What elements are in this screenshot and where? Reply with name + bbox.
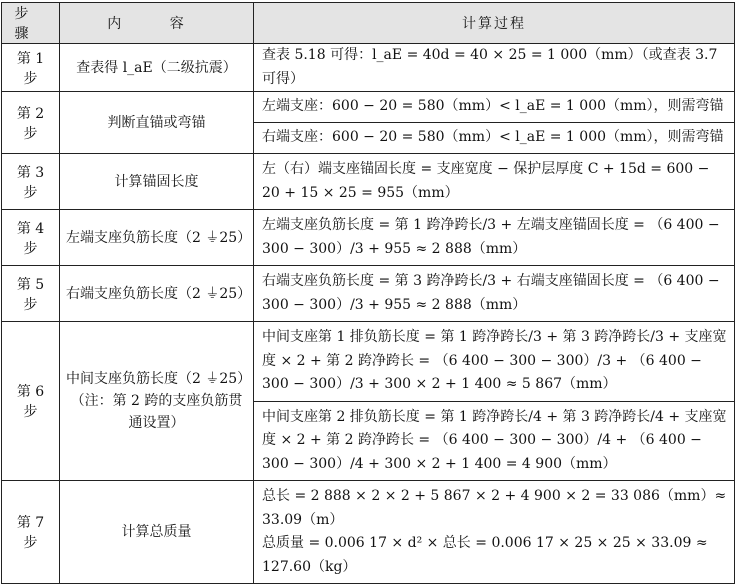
step-cell: 第 1 步 [2,44,60,92]
step-cell: 第 5 步 [2,266,60,322]
process-cell: 中间支座第 2 排负筋长度 = 第 1 跨净跨长/4 + 第 3 跨净跨长/4 + 支座宽度 × 2 + 第 2 跨净跨长 = （6 400 − 300 − 300）/4 + （6 400 − 300 − 300）/4 + 300 × 2 + 1 400 = 4 900（mm） [254,401,735,481]
content-note: （注：第 2 跨的支座负筋贯通设置） [70,393,243,431]
step-cell: 第 6 步 [2,322,60,481]
content-cell: 计算总质量 [60,481,254,584]
process-cell: 左端支座负筋长度 = 第 1 跨净跨长/3 + 左端支座锚固长度 = （6 400 − 300 − 300）/3 + 955 ≈ 2 888（mm） [254,210,735,266]
step-cell: 第 4 步 [2,210,60,266]
calculation-table [1,2,735,584]
content-cell: 查表得 l_aE（二级抗震） [60,44,254,92]
process-cell: 中间支座第 1 排负筋长度 = 第 1 跨净跨长/3 + 第 3 跨净跨长/3 + 支座宽度 × 2 + 第 2 跨净跨长 = （6 400 − 300 − 300）/3 + （6 400 − 300 − 300）/3 + 300 × 2 + 1 400 ≈ 5 867（mm） [254,322,735,402]
process-cell: 右端支座：600 − 20 = 580（mm）< l_aE = 1 000（mm），则需弯锚 [254,123,735,154]
content-cell: 左端支座负筋长度（2 ⏚25） [60,210,254,266]
table-row [2,92,735,123]
step-cell: 第 2 步 [2,92,60,154]
content-cell: 计算锚固长度 [60,154,254,210]
process-line: 总长 = 2 888 × 2 × 2 + 5 867 × 2 + 4 900 × 2 = 33 086（mm）≈ 33.09（m） [262,488,727,528]
table-row [2,266,735,322]
process-cell: 查表 5.18 可得：l_aE = 40d = 40 × 25 = 1 000（mm）（或查表 3.7 可得） [254,44,735,92]
header-content: 内 容 [60,3,254,44]
table-header-row [2,3,735,44]
table-row [2,154,735,210]
content-main: 中间支座负筋长度（2 ⏚25） [66,371,252,387]
table-row [2,210,735,266]
header-step: 步 骤 [2,3,60,44]
table-row [2,322,735,402]
step-cell: 第 3 步 [2,154,60,210]
table-row [2,481,735,584]
process-cell: 右端支座负筋长度 = 第 3 跨净跨长/3 + 右端支座锚固长度 = （6 400 − 300 − 300）/3 + 955 ≈ 2 888（mm） [254,266,735,322]
table-row [2,44,735,92]
content-cell: 判断直锚或弯锚 [60,92,254,154]
process-cell: 左（右）端支座锚固长度 = 支座宽度 − 保护层厚度 C + 15d = 600 − 20 + 15 × 25 = 955（mm） [254,154,735,210]
process-cell [254,481,735,584]
process-cell: 左端支座：600 − 20 = 580（mm）< l_aE = 1 000（mm），则需弯锚 [254,92,735,123]
header-process: 计算过程 [254,3,735,44]
content-cell: 右端支座负筋长度（2 ⏚25） [60,266,254,322]
process-line: 总质量 = 0.006 17 × d² × 总长 = 0.006 17 × 25 × 25 × 33.09 ≈ 127.60（kg） [262,535,708,575]
content-cell [60,322,254,481]
step-cell: 第 7 步 [2,481,60,584]
